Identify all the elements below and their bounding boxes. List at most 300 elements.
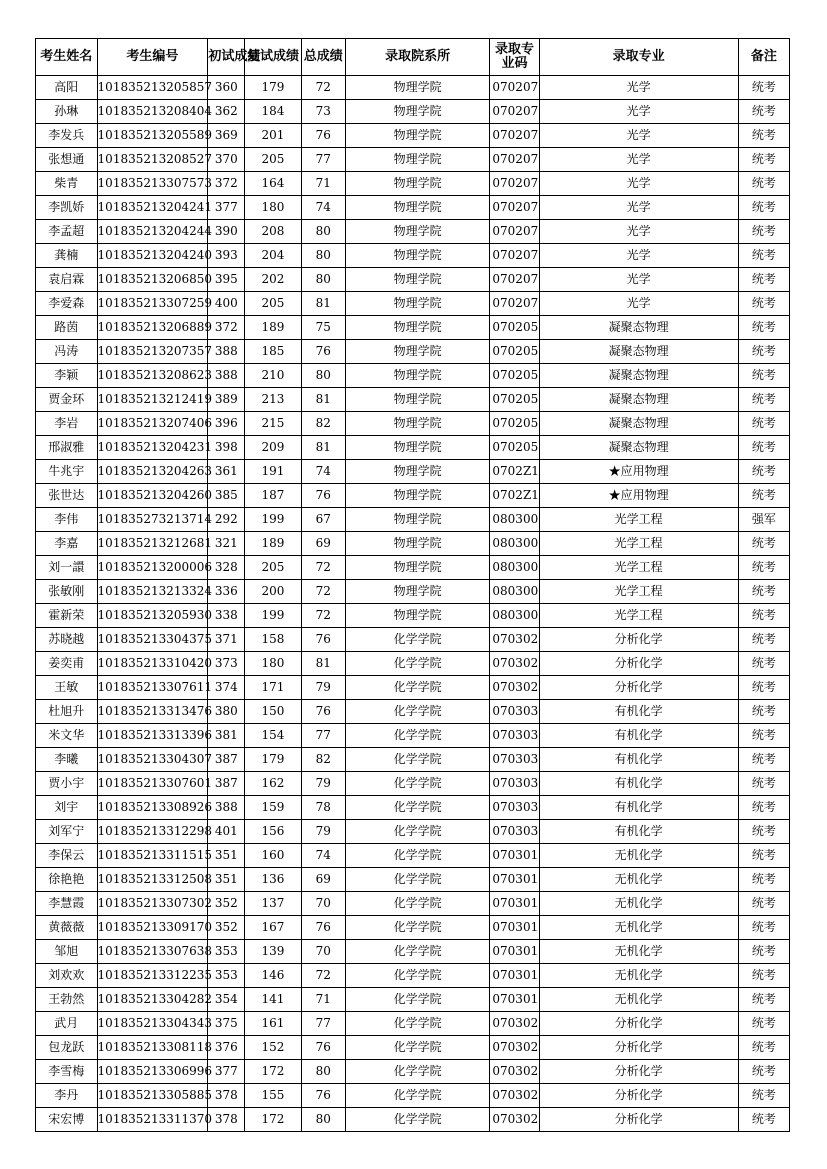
cell-code: 070302: [490, 1108, 539, 1132]
cell-note: 统考: [738, 964, 789, 988]
cell-name: 李颖: [36, 364, 98, 388]
cell-note: 统考: [738, 460, 789, 484]
cell-dept: 物理学院: [345, 124, 490, 148]
cell-dept: 物理学院: [345, 292, 490, 316]
cell-name: 路茵: [36, 316, 98, 340]
cell-name: 李凯娇: [36, 196, 98, 220]
cell-code: 080300: [490, 556, 539, 580]
cell-initial: 328: [208, 556, 245, 580]
cell-initial: 362: [208, 100, 245, 124]
cell-note: 统考: [738, 148, 789, 172]
cell-retest: 159: [245, 796, 301, 820]
cell-dept: 化学学院: [345, 796, 490, 820]
table-row: [36, 148, 790, 172]
cell-retest: 209: [245, 436, 301, 460]
cell-initial: 351: [208, 844, 245, 868]
cell-retest: 205: [245, 292, 301, 316]
cell-total: 74: [301, 460, 345, 484]
cell-initial: 336: [208, 580, 245, 604]
cell-dept: 物理学院: [345, 508, 490, 532]
cell-id: 101835213206889: [97, 316, 208, 340]
cell-dept: 物理学院: [345, 388, 490, 412]
cell-name: 李丹: [36, 1084, 98, 1108]
table-row: [36, 556, 790, 580]
table-row: [36, 124, 790, 148]
cell-dept: 化学学院: [345, 892, 490, 916]
cell-id: 101835213312235: [97, 964, 208, 988]
cell-code: 070303: [490, 772, 539, 796]
cell-code: 070207: [490, 76, 539, 100]
cell-retest: 137: [245, 892, 301, 916]
cell-initial: 374: [208, 676, 245, 700]
table-row: [36, 964, 790, 988]
cell-dept: 化学学院: [345, 1012, 490, 1036]
cell-code: 070303: [490, 700, 539, 724]
cell-code: 070303: [490, 820, 539, 844]
cell-name: 孙琳: [36, 100, 98, 124]
cell-code: 080300: [490, 604, 539, 628]
cell-id: 101835213207406: [97, 412, 208, 436]
cell-id: 101835213307573: [97, 172, 208, 196]
cell-retest: 213: [245, 388, 301, 412]
cell-dept: 物理学院: [345, 436, 490, 460]
cell-code: 070207: [490, 172, 539, 196]
header-name: 考生姓名: [36, 39, 98, 76]
table-row: [36, 628, 790, 652]
cell-id: 101835213307259: [97, 292, 208, 316]
cell-retest: 204: [245, 244, 301, 268]
table-row: [36, 1084, 790, 1108]
cell-total: 71: [301, 988, 345, 1012]
table-row: [36, 892, 790, 916]
cell-retest: 139: [245, 940, 301, 964]
cell-initial: 378: [208, 1084, 245, 1108]
cell-retest: 167: [245, 916, 301, 940]
cell-id: 101835213205857: [97, 76, 208, 100]
cell-dept: 化学学院: [345, 628, 490, 652]
cell-total: 77: [301, 148, 345, 172]
cell-id: 101835213212419: [97, 388, 208, 412]
cell-note: 统考: [738, 76, 789, 100]
table-row: [36, 748, 790, 772]
cell-dept: 物理学院: [345, 76, 490, 100]
cell-major: 有机化学: [539, 748, 738, 772]
cell-code: 070205: [490, 340, 539, 364]
cell-code: 070302: [490, 676, 539, 700]
cell-id: 101835213204260: [97, 484, 208, 508]
cell-total: 81: [301, 436, 345, 460]
table-row: [36, 652, 790, 676]
cell-retest: 189: [245, 532, 301, 556]
cell-name: 李保云: [36, 844, 98, 868]
cell-dept: 化学学院: [345, 1108, 490, 1132]
cell-dept: 化学学院: [345, 748, 490, 772]
cell-name: 米文华: [36, 724, 98, 748]
cell-note: 统考: [738, 892, 789, 916]
cell-code: 070207: [490, 124, 539, 148]
cell-total: 80: [301, 220, 345, 244]
cell-id: 101835213307611: [97, 676, 208, 700]
cell-dept: 化学学院: [345, 988, 490, 1012]
header-dept: 录取院系所: [345, 39, 490, 76]
cell-id: 101835213311515: [97, 844, 208, 868]
cell-dept: 化学学院: [345, 940, 490, 964]
cell-name: 李孟超: [36, 220, 98, 244]
cell-retest: 185: [245, 340, 301, 364]
cell-id: 101835213204241: [97, 196, 208, 220]
cell-retest: 202: [245, 268, 301, 292]
cell-retest: 184: [245, 100, 301, 124]
cell-retest: 191: [245, 460, 301, 484]
cell-major: 光学: [539, 196, 738, 220]
cell-code: 070301: [490, 892, 539, 916]
table-row: [36, 364, 790, 388]
cell-initial: 354: [208, 988, 245, 1012]
cell-note: 统考: [738, 700, 789, 724]
cell-total: 81: [301, 292, 345, 316]
table-row: [36, 292, 790, 316]
cell-name: 徐艳艳: [36, 868, 98, 892]
cell-retest: 201: [245, 124, 301, 148]
cell-id: 101835213200006: [97, 556, 208, 580]
cell-retest: 172: [245, 1108, 301, 1132]
cell-total: 79: [301, 676, 345, 700]
cell-note: 统考: [738, 220, 789, 244]
cell-total: 70: [301, 892, 345, 916]
cell-major: 有机化学: [539, 772, 738, 796]
cell-dept: 物理学院: [345, 268, 490, 292]
cell-code: 070207: [490, 100, 539, 124]
cell-dept: 化学学院: [345, 844, 490, 868]
cell-dept: 物理学院: [345, 244, 490, 268]
cell-note: 统考: [738, 412, 789, 436]
cell-note: 统考: [738, 532, 789, 556]
cell-major: 光学工程: [539, 556, 738, 580]
cell-major: 无机化学: [539, 940, 738, 964]
cell-id: 101835213311370: [97, 1108, 208, 1132]
cell-initial: 388: [208, 340, 245, 364]
cell-initial: 321: [208, 532, 245, 556]
cell-code: 070207: [490, 268, 539, 292]
cell-code: 070301: [490, 916, 539, 940]
cell-name: 王勃然: [36, 988, 98, 1012]
cell-initial: 400: [208, 292, 245, 316]
cell-initial: 388: [208, 364, 245, 388]
cell-initial: 353: [208, 964, 245, 988]
cell-id: 101835213312298: [97, 820, 208, 844]
cell-name: 李发兵: [36, 124, 98, 148]
cell-retest: 179: [245, 748, 301, 772]
cell-code: 080300: [490, 532, 539, 556]
cell-initial: 371: [208, 628, 245, 652]
cell-initial: 360: [208, 76, 245, 100]
cell-retest: 161: [245, 1012, 301, 1036]
cell-total: 72: [301, 604, 345, 628]
cell-major: ★应用物理: [539, 484, 738, 508]
cell-note: 统考: [738, 268, 789, 292]
cell-id: 101835213308926: [97, 796, 208, 820]
cell-name: 李慧霞: [36, 892, 98, 916]
cell-retest: 180: [245, 652, 301, 676]
cell-code: 070205: [490, 388, 539, 412]
cell-major: 凝聚态物理: [539, 436, 738, 460]
table-row: [36, 244, 790, 268]
table-row: [36, 940, 790, 964]
table-row: [36, 844, 790, 868]
table-row: [36, 172, 790, 196]
cell-retest: 205: [245, 556, 301, 580]
cell-retest: 172: [245, 1060, 301, 1084]
cell-id: 101835213304375: [97, 628, 208, 652]
cell-total: 77: [301, 724, 345, 748]
cell-major: 光学: [539, 172, 738, 196]
cell-major: 分析化学: [539, 628, 738, 652]
cell-initial: 352: [208, 916, 245, 940]
cell-major: 光学工程: [539, 604, 738, 628]
cell-dept: 化学学院: [345, 820, 490, 844]
cell-total: 76: [301, 628, 345, 652]
cell-note: 统考: [738, 436, 789, 460]
cell-initial: 376: [208, 1036, 245, 1060]
cell-major: 无机化学: [539, 868, 738, 892]
cell-initial: 381: [208, 724, 245, 748]
table-row: [36, 700, 790, 724]
cell-major: 凝聚态物理: [539, 388, 738, 412]
cell-note: 统考: [738, 292, 789, 316]
cell-name: 高阳: [36, 76, 98, 100]
cell-name: 袁启霖: [36, 268, 98, 292]
cell-note: 统考: [738, 988, 789, 1012]
cell-name: 苏晓越: [36, 628, 98, 652]
cell-code: 070207: [490, 244, 539, 268]
cell-major: 光学: [539, 124, 738, 148]
cell-dept: 物理学院: [345, 100, 490, 124]
cell-total: 80: [301, 1060, 345, 1084]
cell-id: 101835213305885: [97, 1084, 208, 1108]
table-row: [36, 460, 790, 484]
cell-note: 统考: [738, 484, 789, 508]
cell-code: 0702Z1: [490, 460, 539, 484]
cell-retest: 199: [245, 508, 301, 532]
cell-note: 统考: [738, 388, 789, 412]
cell-total: 72: [301, 556, 345, 580]
cell-major: 光学工程: [539, 532, 738, 556]
cell-dept: 物理学院: [345, 316, 490, 340]
cell-initial: 369: [208, 124, 245, 148]
cell-dept: 化学学院: [345, 1084, 490, 1108]
cell-dept: 物理学院: [345, 484, 490, 508]
cell-name: 邹旭: [36, 940, 98, 964]
cell-dept: 物理学院: [345, 556, 490, 580]
cell-code: 070207: [490, 196, 539, 220]
cell-name: 冯涛: [36, 340, 98, 364]
cell-retest: 154: [245, 724, 301, 748]
cell-code: 070207: [490, 292, 539, 316]
cell-note: 统考: [738, 1108, 789, 1132]
cell-id: 101835213313476: [97, 700, 208, 724]
cell-id: 101835213213324: [97, 580, 208, 604]
cell-name: 张想通: [36, 148, 98, 172]
cell-code: 070303: [490, 724, 539, 748]
cell-code: 080300: [490, 580, 539, 604]
cell-code: 070207: [490, 220, 539, 244]
table-row: [36, 196, 790, 220]
cell-dept: 化学学院: [345, 964, 490, 988]
cell-initial: 385: [208, 484, 245, 508]
cell-code: 080300: [490, 508, 539, 532]
table-row: [36, 436, 790, 460]
cell-id: 101835213208527: [97, 148, 208, 172]
cell-name: 霍新荣: [36, 604, 98, 628]
cell-note: 统考: [738, 100, 789, 124]
cell-initial: 390: [208, 220, 245, 244]
cell-id: 101835213204244: [97, 220, 208, 244]
cell-total: 82: [301, 748, 345, 772]
table-row: [36, 340, 790, 364]
header-id: 考生编号: [97, 39, 208, 76]
cell-name: 刘欢欢: [36, 964, 98, 988]
cell-id: 101835213309170: [97, 916, 208, 940]
cell-major: 无机化学: [539, 892, 738, 916]
cell-total: 79: [301, 820, 345, 844]
cell-initial: 352: [208, 892, 245, 916]
cell-total: 78: [301, 796, 345, 820]
cell-initial: 338: [208, 604, 245, 628]
cell-dept: 物理学院: [345, 172, 490, 196]
cell-name: 龚楠: [36, 244, 98, 268]
cell-total: 72: [301, 964, 345, 988]
cell-note: 统考: [738, 340, 789, 364]
table-row: [36, 676, 790, 700]
cell-initial: 396: [208, 412, 245, 436]
cell-total: 76: [301, 700, 345, 724]
cell-total: 80: [301, 1108, 345, 1132]
cell-name: 刘一譞: [36, 556, 98, 580]
cell-total: 71: [301, 172, 345, 196]
cell-total: 76: [301, 916, 345, 940]
cell-total: 80: [301, 244, 345, 268]
cell-total: 69: [301, 868, 345, 892]
cell-id: 101835213306996: [97, 1060, 208, 1084]
cell-retest: 164: [245, 172, 301, 196]
table-row: [36, 508, 790, 532]
cell-initial: 375: [208, 1012, 245, 1036]
cell-code: 070301: [490, 988, 539, 1012]
cell-total: 79: [301, 772, 345, 796]
cell-id: 101835213204231: [97, 436, 208, 460]
cell-dept: 化学学院: [345, 724, 490, 748]
table-row: [36, 580, 790, 604]
cell-total: 76: [301, 484, 345, 508]
cell-retest: 155: [245, 1084, 301, 1108]
cell-total: 76: [301, 1036, 345, 1060]
cell-note: 统考: [738, 580, 789, 604]
cell-retest: 179: [245, 76, 301, 100]
cell-note: 统考: [738, 1036, 789, 1060]
cell-name: 邢淑雅: [36, 436, 98, 460]
cell-id: 101835213208623: [97, 364, 208, 388]
cell-name: 柴青: [36, 172, 98, 196]
cell-total: 69: [301, 532, 345, 556]
cell-name: 刘军宁: [36, 820, 98, 844]
cell-major: 无机化学: [539, 988, 738, 1012]
cell-note: 统考: [738, 316, 789, 340]
cell-total: 76: [301, 124, 345, 148]
cell-name: 黄薇薇: [36, 916, 98, 940]
cell-id: 101835213308118: [97, 1036, 208, 1060]
cell-name: 李爱森: [36, 292, 98, 316]
table-row: [36, 1108, 790, 1132]
cell-retest: 210: [245, 364, 301, 388]
cell-note: 强军: [738, 508, 789, 532]
cell-retest: 180: [245, 196, 301, 220]
cell-total: 73: [301, 100, 345, 124]
cell-name: 王敏: [36, 676, 98, 700]
cell-dept: 物理学院: [345, 412, 490, 436]
cell-name: 刘宇: [36, 796, 98, 820]
cell-id: 101835213204263: [97, 460, 208, 484]
cell-initial: 388: [208, 796, 245, 820]
cell-retest: 215: [245, 412, 301, 436]
cell-name: 李雪梅: [36, 1060, 98, 1084]
cell-id: 101835213304282: [97, 988, 208, 1012]
cell-initial: 377: [208, 1060, 245, 1084]
cell-id: 101835213207357: [97, 340, 208, 364]
cell-retest: 208: [245, 220, 301, 244]
cell-id: 101835213313396: [97, 724, 208, 748]
cell-total: 76: [301, 340, 345, 364]
cell-dept: 物理学院: [345, 604, 490, 628]
cell-dept: 化学学院: [345, 1060, 490, 1084]
cell-code: 070301: [490, 964, 539, 988]
cell-major: 凝聚态物理: [539, 316, 738, 340]
cell-initial: 370: [208, 148, 245, 172]
cell-note: 统考: [738, 916, 789, 940]
table-row: [36, 796, 790, 820]
cell-id: 101835213205930: [97, 604, 208, 628]
cell-major: 光学: [539, 148, 738, 172]
cell-major: 凝聚态物理: [539, 364, 738, 388]
cell-retest: 199: [245, 604, 301, 628]
cell-dept: 化学学院: [345, 916, 490, 940]
cell-dept: 物理学院: [345, 580, 490, 604]
table-row: [36, 868, 790, 892]
cell-note: 统考: [738, 172, 789, 196]
cell-code: 070205: [490, 436, 539, 460]
cell-dept: 化学学院: [345, 700, 490, 724]
header-total: 总成绩: [301, 39, 345, 76]
cell-retest: 152: [245, 1036, 301, 1060]
cell-name: 李岩: [36, 412, 98, 436]
cell-code: 070303: [490, 748, 539, 772]
cell-note: 统考: [738, 604, 789, 628]
cell-total: 76: [301, 1084, 345, 1108]
cell-major: ★应用物理: [539, 460, 738, 484]
cell-note: 统考: [738, 652, 789, 676]
cell-code: 070205: [490, 364, 539, 388]
cell-code: 070302: [490, 1060, 539, 1084]
cell-major: 光学: [539, 220, 738, 244]
cell-retest: 141: [245, 988, 301, 1012]
cell-initial: 353: [208, 940, 245, 964]
cell-name: 贾小宇: [36, 772, 98, 796]
cell-note: 统考: [738, 1012, 789, 1036]
cell-id: 101835213304343: [97, 1012, 208, 1036]
cell-major: 分析化学: [539, 676, 738, 700]
table-row: [36, 988, 790, 1012]
cell-id: 101835213312508: [97, 868, 208, 892]
cell-note: 统考: [738, 748, 789, 772]
